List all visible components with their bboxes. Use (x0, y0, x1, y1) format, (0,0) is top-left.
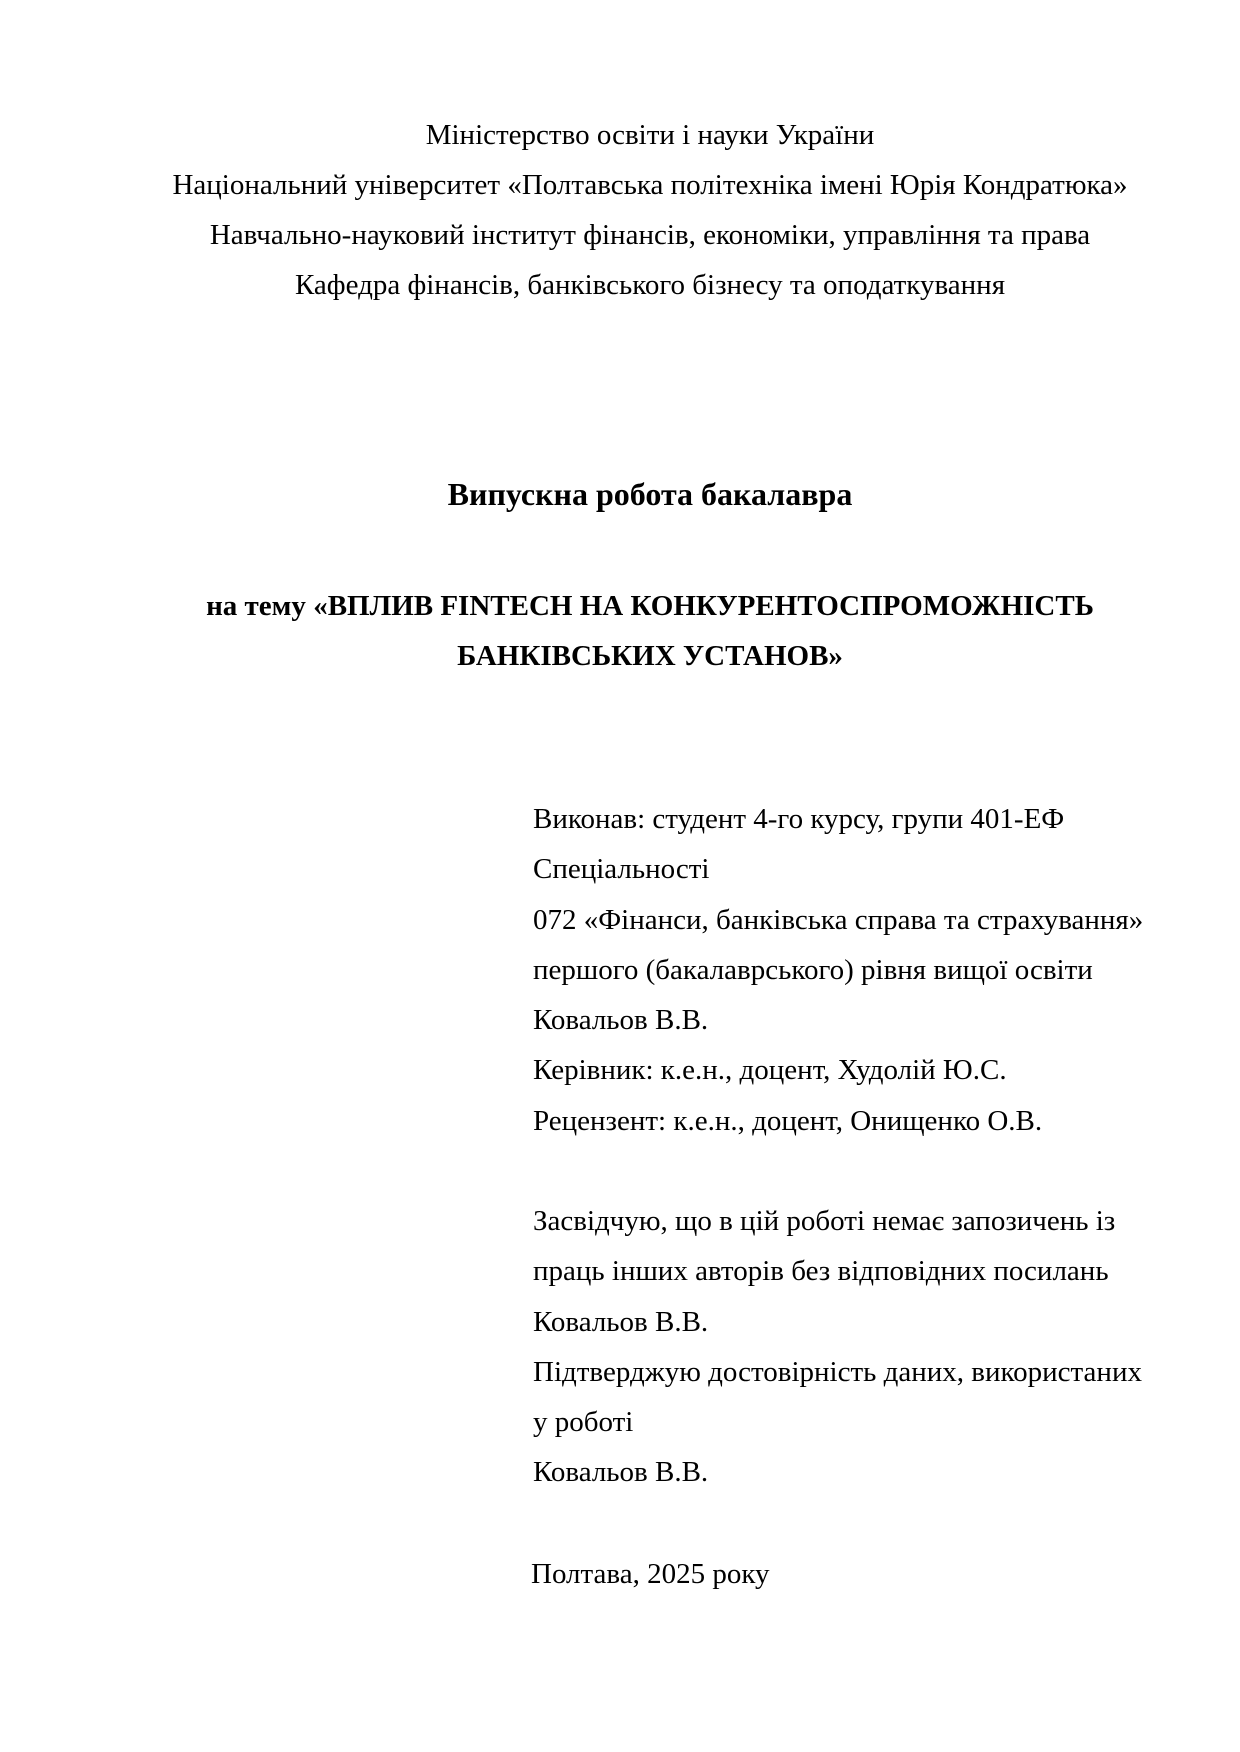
confirmation-line: у роботі (533, 1406, 634, 1439)
topic-line-1 (150, 581, 1150, 631)
author-block (533, 794, 1143, 1146)
topic-block (150, 581, 1150, 681)
ministry-line: Міністерство освіти і науки України (425, 119, 875, 151)
supervisor-line: Керівник: к.е.н., доцент, Худолій Ю.С. (533, 1054, 1007, 1087)
confirmation-signature: Ковальов В.В. (533, 1456, 709, 1489)
author-name: Ковальов В.В. (533, 1004, 709, 1037)
declaration-line: праць інших авторів без відповідних посилань (533, 1255, 1109, 1288)
author-line: Виконав: студент 4-го курсу, групи 401-ЕФ (533, 803, 1065, 835)
author-line: Спеціальності (533, 853, 710, 886)
topic-line-2: БАНКІВСЬКИХ УСТАНОВ» (457, 640, 843, 672)
confirmation-line: Підтверджую достовірність даних, використаних (533, 1355, 1142, 1388)
declaration-block (533, 1196, 1142, 1498)
author-line: першого (бакалаврського) рівня вищої освіти (533, 953, 1093, 986)
university-line: Національний університет «Полтавська політехніка імені Юрія Кондратюка» (172, 169, 1128, 201)
header-block (150, 110, 1150, 310)
topic-title-part-1: «ВПЛИВ FINTECH НА КОНКУРЕНТОСПРОМОЖНІСТЬ (313, 590, 1094, 622)
declaration-signature: Ковальов В.В. (533, 1305, 709, 1338)
institute-line: Навчально-науковий інститут фінансів, економіки, управління та права (209, 219, 1091, 251)
reviewer-line: Рецензент: к.е.н., доцент, Онищенко О.В. (533, 1104, 1043, 1137)
department-line: Кафедра фінансів, банківського бізнесу та оподаткування (294, 269, 1006, 301)
document-title: Випускна робота бакалавра (447, 476, 853, 512)
declaration-line: Засвідчую, що в цій роботі немає запозичень із (533, 1205, 1116, 1237)
topic-prefix: на тему (206, 590, 314, 622)
author-line: 072 «Фінанси, банківська справа та страхування» (533, 903, 1144, 936)
city-year: Полтава, 2025 року (531, 1558, 770, 1590)
